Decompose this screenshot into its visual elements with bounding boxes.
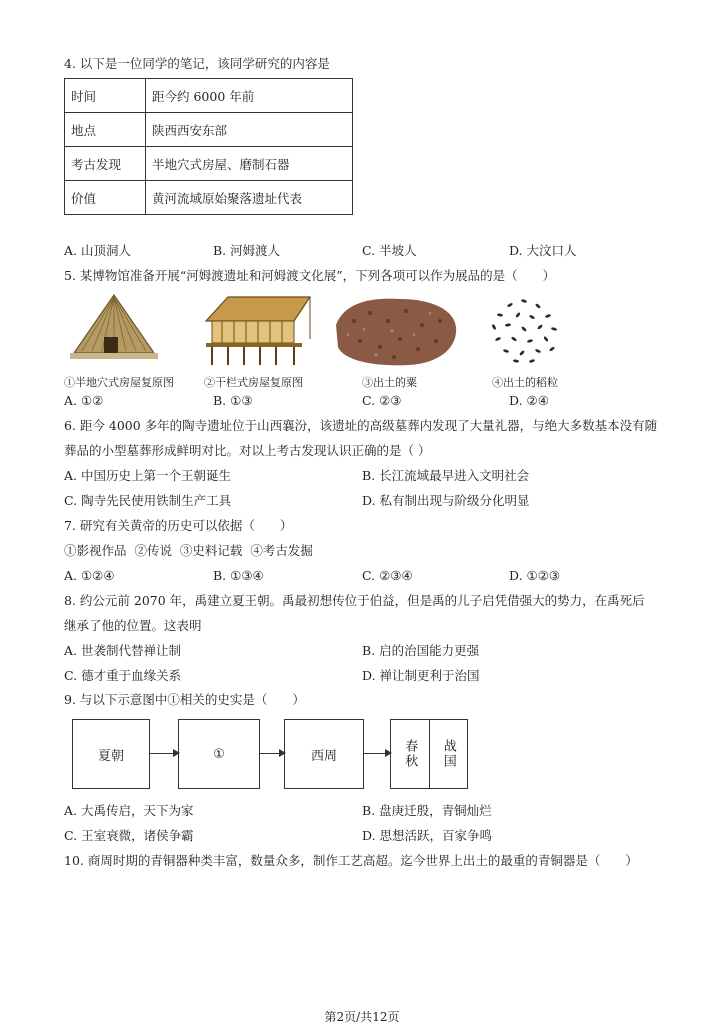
table-row <box>65 79 353 113</box>
q7-items: ①影视作品 ②传说 ③史料记载 ④考古发掘 <box>64 543 313 558</box>
q10-stem: 10. 商周时期的青铜器种类丰富，数量众多，制作工艺高超。迄今世界上出土的最重的青铜器是（ ） <box>64 853 638 868</box>
q4-option-b: B. 河姆渡人 <box>213 243 281 258</box>
q6-stem-line2: 葬品的小型墓葬形成鲜明对比。对以上考古发现认识正确的是（ ） <box>64 443 431 458</box>
q9-stem: 9. 与以下示意图中①相关的史实是（ ） <box>64 692 305 707</box>
caption-4: ④出土的稻粒 <box>492 376 558 389</box>
arrow-icon <box>260 753 284 754</box>
caption-1: ①半地穴式房屋复原图 <box>64 376 174 389</box>
notes-table <box>64 78 353 215</box>
q9-option-c: C. 王室衰微，诸侯争霸 <box>64 828 194 843</box>
table-value: 陕西西安东部 <box>146 113 353 147</box>
table-key: 地点 <box>65 113 146 147</box>
q5-option-d: D. ②④ <box>509 393 549 408</box>
q8-option-d: D. 禅让制更利于治国 <box>362 668 480 683</box>
q6-option-a: A. 中国历史上第一个王朝诞生 <box>64 468 231 483</box>
table-value: 黄河流域原始聚落遗址代表 <box>146 181 353 215</box>
q5-stem: 5. 某博物馆准备开展“河姆渡遗址和河姆渡文化展”，下列各项可以作为展品的是（ ） <box>64 268 556 283</box>
table-key: 价值 <box>65 181 146 215</box>
q8-stem-line1: 8. 约公元前 2070 年，禹建立夏王朝。禹最初想传位于伯益，但是禹的儿子启凭借强大的势力，在禹死后 <box>64 593 645 608</box>
table-value: 距今约 6000 年前 <box>146 79 353 113</box>
q7-option-a: A. ①②④ <box>64 568 115 583</box>
q5-option-c: C. ②③ <box>362 393 402 408</box>
millet-image <box>330 291 460 371</box>
diagram-label: 夏朝 <box>97 748 124 764</box>
diagram-label: 西周 <box>310 748 337 764</box>
q7-stem: 7. 研究有关黄帝的历史可以依据（ ） <box>64 518 293 533</box>
page-footer: 第2页/共12页 <box>324 1010 400 1024</box>
q8-option-b: B. 启的治国能力更强 <box>362 643 480 658</box>
q7-option-c: C. ②③④ <box>362 568 413 583</box>
q9-option-a: A. 大禹传启，天下为家 <box>64 803 194 818</box>
table-row <box>65 181 353 215</box>
q7-option-d: D. ①②③ <box>509 568 561 583</box>
rice-grains-image <box>480 291 568 371</box>
table-row <box>65 113 353 147</box>
table-key: 时间 <box>65 79 146 113</box>
q6-stem-line1: 6. 距今 4000 多年的陶寺遗址位于山西襄汾，该遗址的高级墓葬内发现了大量礼器，与绝大多数基本没有随 <box>64 418 658 433</box>
diagram-label-chunqiu: 春秋 <box>391 720 430 788</box>
table-row <box>65 147 353 181</box>
q4-option-c: C. 半坡人 <box>362 243 417 258</box>
arrow-icon <box>150 753 178 754</box>
table-value: 半地穴式房屋、磨制石器 <box>146 147 353 181</box>
q5-option-b: B. ①③ <box>213 393 253 408</box>
diagram-label-zhanguo: 战国 <box>440 739 456 769</box>
arrow-icon <box>364 753 390 754</box>
q9-option-b: B. 盘庚迁殷，青铜灿烂 <box>362 803 492 818</box>
q6-option-d: D. 私有制出现与阶级分化明显 <box>362 493 530 508</box>
pit-house-image <box>64 291 164 371</box>
diagram-box-xia <box>72 719 150 789</box>
diagram-box-spring-autumn-warring-states <box>390 719 468 789</box>
q6-option-b: B. 长江流域最早进入文明社会 <box>362 468 530 483</box>
q9-option-d: D. 思想活跃，百家争鸣 <box>362 828 493 843</box>
diagram-box-xizhou <box>284 719 364 789</box>
q8-option-c: C. 德才重于血缘关系 <box>64 668 182 683</box>
q4-option-a: A. 山顶洞人 <box>64 243 131 258</box>
caption-2: ②干栏式房屋复原图 <box>204 376 303 389</box>
q6-option-c: C. 陶寺先民使用铁制生产工具 <box>64 493 232 508</box>
q5-option-a: A. ①② <box>64 393 104 408</box>
diagram-box-blank <box>178 719 260 789</box>
q8-stem-line2: 继承了他的位置。这表明 <box>64 618 202 633</box>
caption-3: ③出土的粟 <box>362 376 417 389</box>
q4-stem: 4. 以下是一位同学的笔记，该同学研究的内容是 <box>64 56 330 71</box>
q4-option-d: D. 大汶口人 <box>509 243 577 258</box>
q8-option-a: A. 世袭制代替禅让制 <box>64 643 181 658</box>
table-key: 考古发现 <box>65 147 146 181</box>
q7-option-b: B. ①③④ <box>213 568 264 583</box>
stilt-house-image <box>198 291 318 371</box>
diagram-label: ① <box>213 746 225 762</box>
